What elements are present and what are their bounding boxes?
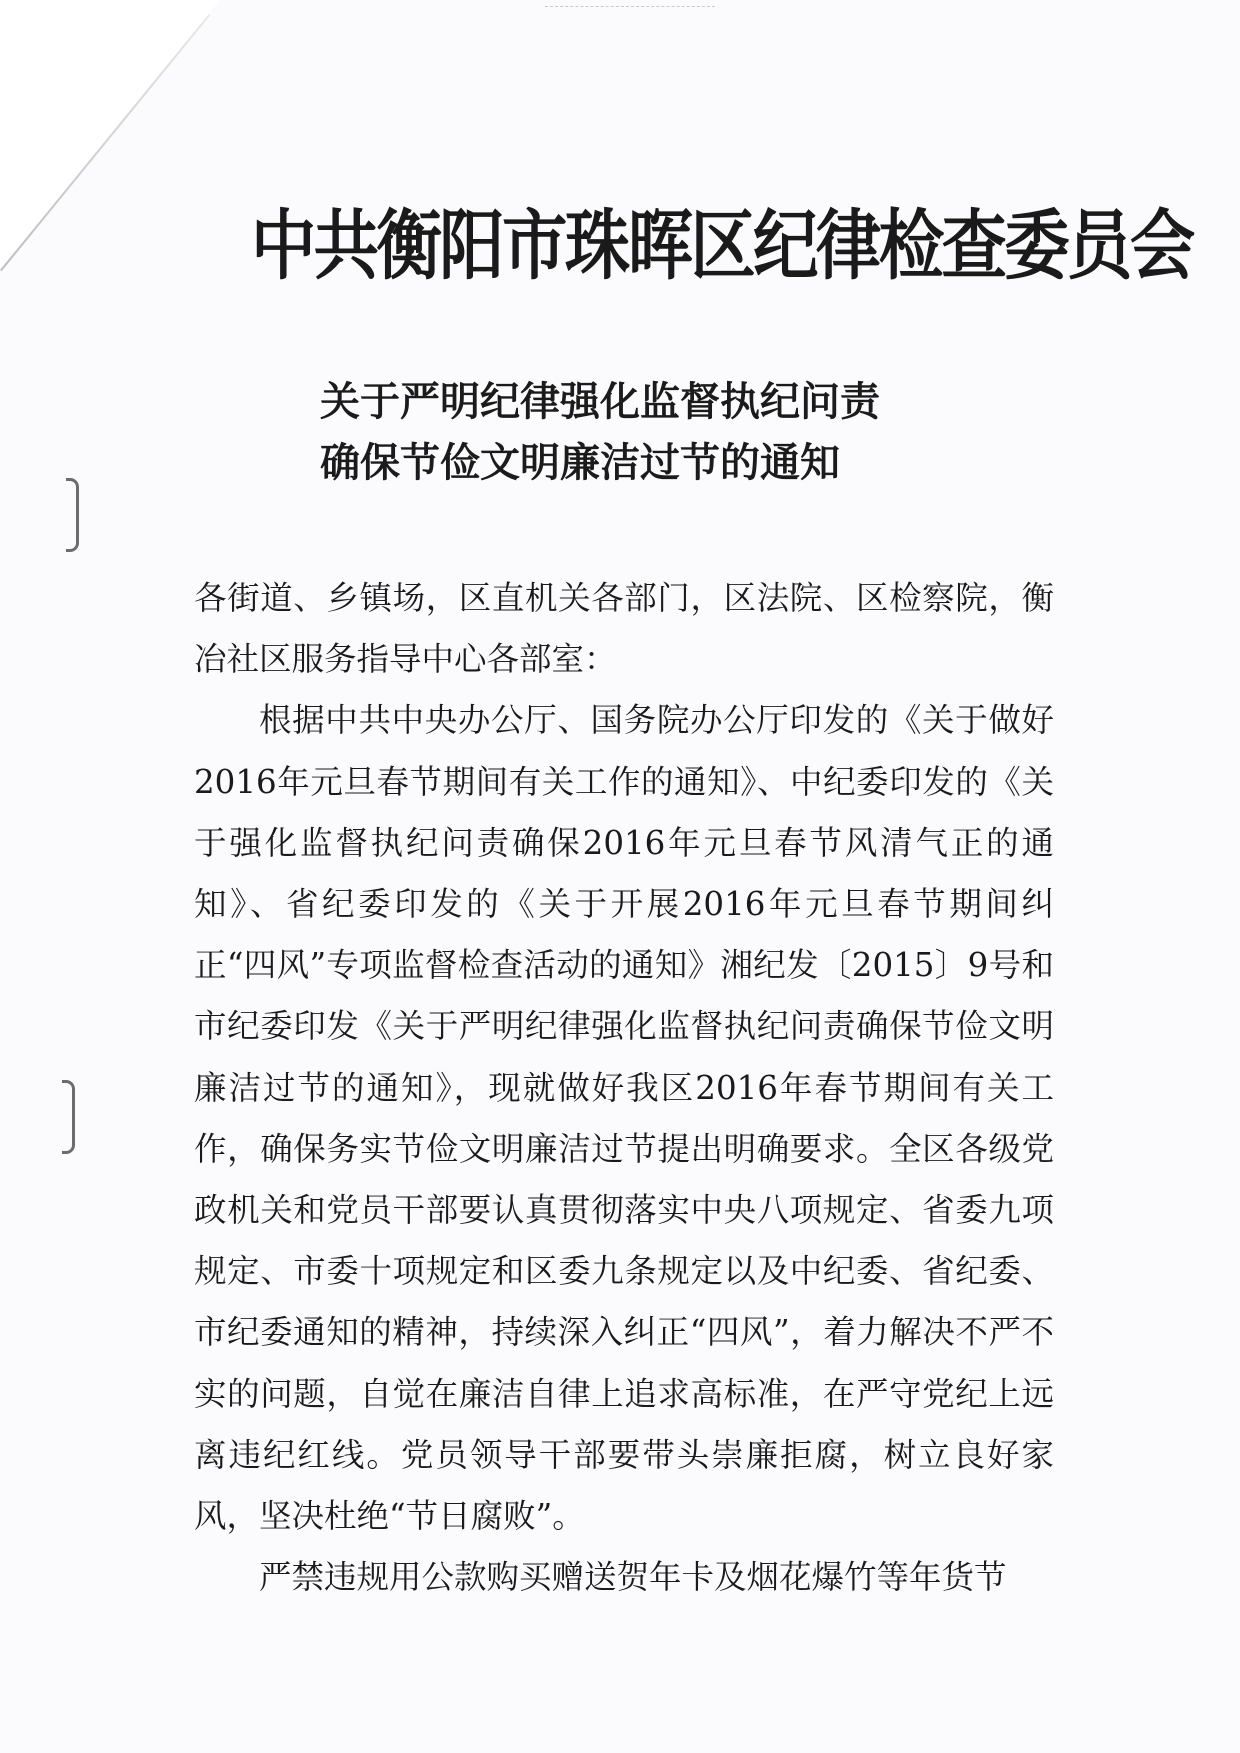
- scan-edge-mark: [545, 0, 715, 7]
- document-body: [194, 568, 1054, 1608]
- paragraph: 严禁违规用公款购买赠送贺年卡及烟花爆竹等年货节: [259, 1558, 1007, 1597]
- staple-mark: [62, 1080, 75, 1154]
- title-line-1: 关于严明纪律强化监督执纪问责: [320, 379, 880, 425]
- addressee: 各街道、乡镇场，区直机关各部门，区法院、区检察院，衡冶社区服务指导中心各部室：: [194, 579, 1054, 679]
- paragraph: 根据中共中央办公厅、国务院办公厅印发的《关于做好2016年元旦春节期间有关工作的通知》、中纪委印发的《关于强化监督执纪问责确保2016年元旦春节风清气正的通知》、省纪委印发的《关于开展2016年元旦春节期间纠正“四风”专项监督检查活动的通知》湘纪发〔2015〕9号和市纪委印发《关于严明纪律强化监督执纪问责确保节俭文明廉洁过节的通知》，现就做好我区2016年春节期间有关工作，确保务实节俭文明廉洁过节提出明确要求。全区各级党政机关和党员干部要认真贯彻落实中央八项规定、省委九项规定、市委十项规定和区委九条规定以及中纪委、省纪委、市纪委通知的精神，持续深入纠正“四风”，着力解决不严不实的问题，自觉在廉洁自律上追求高标准，在严守党纪上远离违纪红线。党员领导干部要带头崇廉拒腐，树立良好家风，坚决杜绝“节日腐败”。: [194, 701, 1054, 1536]
- staple-mark: [66, 478, 79, 552]
- organization-header: 中共衡阳市珠晖区纪律检查委员会: [250, 201, 1193, 290]
- title-line-2: 确保节俭文明廉洁过节的通知: [320, 440, 840, 486]
- document-title: [320, 372, 1020, 494]
